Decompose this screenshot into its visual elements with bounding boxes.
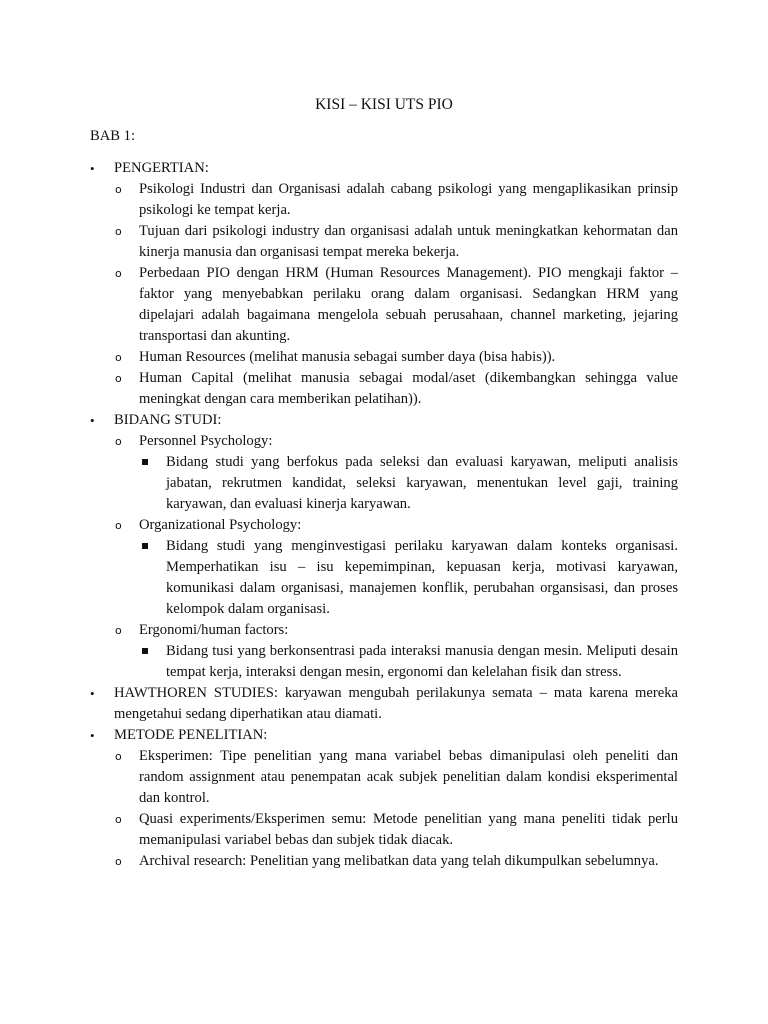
sub-list-item-text: Bidang tusi yang berkonsentrasi pada interaksi manusia dengan mesin. Meliputi desain tempat kerja, interaksi dengan mesin, ergonomi dan kelelahan fisik dan stress. xyxy=(166,643,678,680)
circle-marker: o xyxy=(115,435,122,448)
list-item xyxy=(90,431,678,452)
bullet-marker: • xyxy=(90,413,95,428)
list-item-label: Ergonomi/human factors: xyxy=(139,622,289,638)
outline-list xyxy=(90,158,678,872)
section-heading: BIDANG STUDI: xyxy=(114,412,222,428)
bullet-marker: • xyxy=(90,161,95,176)
section-heading: PENGERTIAN: xyxy=(114,160,209,176)
square-marker xyxy=(142,459,148,465)
list-item-text: Tujuan dari psikologi industry dan organisasi adalah untuk meningkatkan kehormatan dan kinerja manusia dan organisasi tempat mereka bekerja. xyxy=(139,223,678,260)
circle-marker: o xyxy=(115,855,122,868)
list-item-text: Perbedaan PIO dengan HRM (Human Resources Management). PIO mengkaji faktor – faktor yang menyebabkan perilaku orang dalam organisasi. Sedangkan HRM yang dipelajari adalah bagaimana mengelola sebuah perusahaan, channel marketing, jejaring transportasi dan akunting. xyxy=(139,265,678,344)
circle-marker: o xyxy=(115,372,122,385)
sub-list-item-text: Bidang studi yang berfokus pada seleksi dan evaluasi karyawan, meliputi analisis jabatan, rekrutmen kandidat, seleksi karyawan, menentukan level gaji, training karyawan, dan evaluasi kinerja karyawan. xyxy=(166,454,678,512)
list-item xyxy=(90,221,678,263)
section-bidang-studi xyxy=(90,410,678,431)
list-item-text: Archival research: Penelitian yang melibatkan data yang telah dikumpulkan sebelumnya. xyxy=(139,853,659,869)
sub-list-item xyxy=(90,536,678,620)
list-item xyxy=(90,809,678,851)
list-item xyxy=(90,851,678,872)
list-item xyxy=(90,347,678,368)
circle-marker: o xyxy=(115,183,122,196)
list-item-text: Eksperimen: Tipe penelitian yang mana variabel bebas dimanipulasi oleh peneliti dan random assignment atau penempatan acak subjek penelitian dalam kondisi eksperimental dan kontrol. xyxy=(139,748,678,806)
sub-list-item xyxy=(90,641,678,683)
section-heading: METODE PENELITIAN: xyxy=(114,727,268,743)
chapter-label: BAB 1: xyxy=(90,128,136,144)
list-item xyxy=(90,368,678,410)
circle-marker: o xyxy=(115,750,122,763)
sub-list-item xyxy=(90,452,678,515)
list-item xyxy=(90,620,678,641)
list-item-label: Personnel Psychology: xyxy=(139,433,273,449)
section-pengertian xyxy=(90,158,678,179)
list-item-text: Quasi experiments/Eksperimen semu: Metode penelitian yang mana peneliti tidak perlu memanipulasi variabel bebas dan subjek tidak diacak. xyxy=(139,811,678,848)
square-marker xyxy=(142,543,148,549)
circle-marker: o xyxy=(115,225,122,238)
list-item xyxy=(90,515,678,536)
list-item xyxy=(90,263,678,347)
circle-marker: o xyxy=(115,624,122,637)
circle-marker: o xyxy=(115,267,122,280)
circle-marker: o xyxy=(115,813,122,826)
list-item-text: Human Capital (melihat manusia sebagai modal/aset (dikembangkan sehingga value meningkat dengan cara memberikan pelatihan)). xyxy=(139,370,678,407)
list-item-label: Organizational Psychology: xyxy=(139,517,302,533)
section-hawthoren-studies xyxy=(90,683,678,725)
list-item xyxy=(90,746,678,809)
list-item-text: Human Resources (melihat manusia sebagai sumber daya (bisa habis)). xyxy=(139,349,556,365)
circle-marker: o xyxy=(115,351,122,364)
bullet-marker: • xyxy=(90,728,95,743)
section-heading: HAWTHOREN STUDIES: karyawan mengubah perilakunya semata – mata karena mereka mengetahui sedang diperhatikan atau diamati. xyxy=(114,685,678,722)
sub-list-item-text: Bidang studi yang menginvestigasi perilaku karyawan dalam konteks organisasi. Memperhatikan isu – isu kepemimpinan, kepuasan kerja, motivasi karyawan, komunikasi dalam organisasi, manajemen konflik, perubahan organsisasi, dan proses kelompok dalam organisasi. xyxy=(166,538,678,617)
square-marker xyxy=(142,648,148,654)
list-item xyxy=(90,179,678,221)
bullet-marker: • xyxy=(90,686,95,701)
list-item-text: Psikologi Industri dan Organisasi adalah cabang psikologi yang mengaplikasikan prinsip psikologi ke tempat kerja. xyxy=(139,181,678,218)
document-title: KISI – KISI UTS PIO xyxy=(315,96,453,113)
circle-marker: o xyxy=(115,519,122,532)
section-metode-penelitian xyxy=(90,725,678,746)
